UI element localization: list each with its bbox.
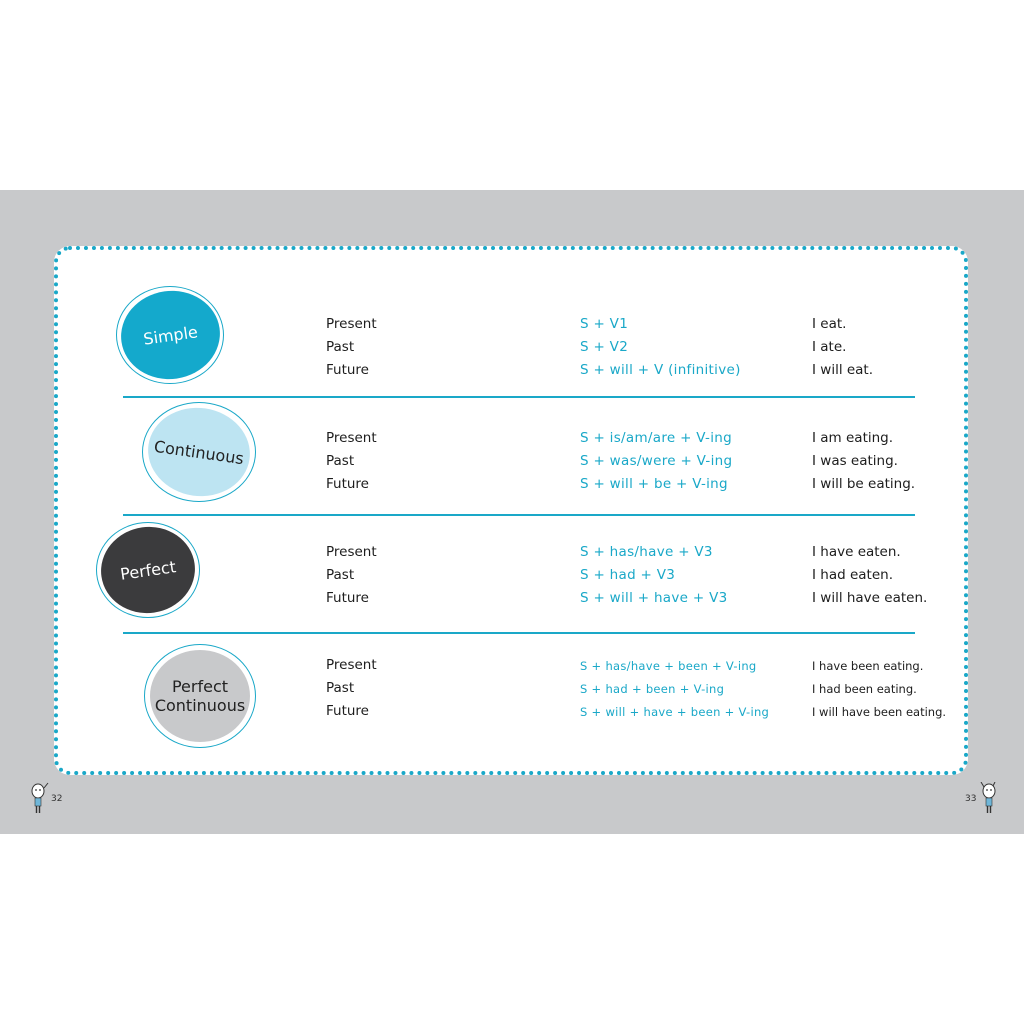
tense-formula: S + will + V (infinitive) — [580, 362, 741, 378]
section-divider — [123, 632, 915, 634]
tense-example: I will have been eating. — [812, 705, 947, 719]
tense-label: Present — [326, 316, 377, 332]
tense-formula: S + has/have + been + V-ing — [580, 659, 757, 673]
mascot-right-icon — [978, 782, 1000, 816]
section-divider — [123, 396, 915, 398]
tense-formula: S + will + have + V3 — [580, 590, 728, 606]
mascot-left-icon — [28, 782, 50, 816]
tense-label: Present — [326, 657, 377, 673]
tense-formula: S + has/have + V3 — [580, 544, 713, 560]
tense-example: I had eaten. — [812, 567, 893, 583]
category-label-line1: Perfect — [171, 677, 229, 696]
tense-label: Past — [326, 339, 355, 355]
tense-example: I will be eating. — [812, 476, 916, 492]
tense-example: I am eating. — [812, 430, 894, 446]
tense-label: Past — [326, 567, 355, 583]
tense-table-card — [54, 246, 968, 775]
section-divider — [123, 514, 915, 516]
tense-example: I have eaten. — [812, 544, 901, 560]
book-spread — [0, 190, 1024, 834]
tense-label: Present — [326, 430, 377, 446]
tense-label: Future — [326, 703, 369, 719]
tense-formula: S + is/am/are + V-ing — [580, 430, 732, 446]
tense-label: Past — [326, 680, 355, 696]
tense-example: I will have eaten. — [812, 590, 928, 606]
tense-example: I eat. — [812, 316, 847, 332]
category-label: Continuous — [152, 436, 246, 468]
page-number-right: 33 — [965, 794, 977, 804]
tense-label: Future — [326, 476, 369, 492]
tense-formula: S + will + be + V-ing — [580, 476, 728, 492]
tense-formula: S + was/were + V-ing — [580, 453, 733, 469]
page-number-left: 32 — [51, 794, 63, 804]
category-badge-perfect-continuous — [150, 650, 250, 742]
tense-label: Future — [326, 362, 369, 378]
tense-example: I will eat. — [812, 362, 874, 378]
tense-formula: S + will + have + been + V-ing — [580, 705, 770, 719]
tense-formula: S + had + been + V-ing — [580, 682, 725, 696]
tense-example: I ate. — [812, 339, 847, 355]
tense-label: Present — [326, 544, 377, 560]
tense-example: I had been eating. — [812, 682, 917, 696]
category-label: Simple — [142, 321, 199, 349]
tense-example: I have been eating. — [812, 659, 924, 673]
tense-label: Past — [326, 453, 355, 469]
tense-label: Future — [326, 590, 369, 606]
tense-example: I was eating. — [812, 453, 898, 469]
category-label: Perfect — [118, 556, 178, 584]
tense-formula: S + V1 — [580, 316, 629, 332]
tense-formula: S + V2 — [580, 339, 629, 355]
category-label-line2: Continuous — [154, 696, 246, 715]
tense-formula: S + had + V3 — [580, 567, 676, 583]
